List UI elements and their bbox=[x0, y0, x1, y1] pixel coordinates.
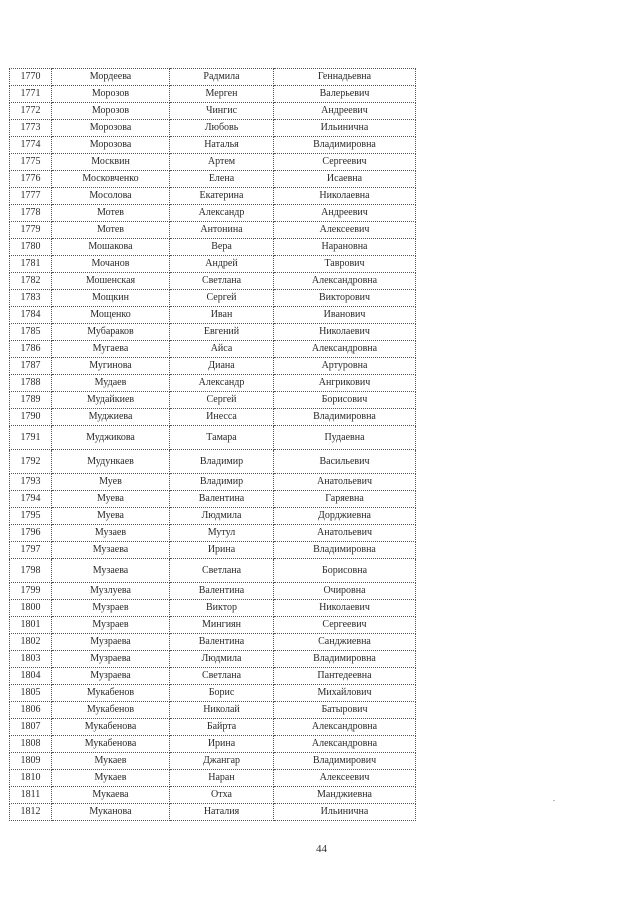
row-number-cell: 1801 bbox=[10, 617, 52, 634]
first-name-cell: Диана bbox=[170, 358, 274, 375]
table-row bbox=[10, 171, 416, 188]
patronymic-cell: Анатольевич bbox=[274, 474, 416, 491]
first-name-cell: Мутул bbox=[170, 525, 274, 542]
first-name-cell: Валентина bbox=[170, 583, 274, 600]
patronymic-cell: Санджиевна bbox=[274, 634, 416, 651]
row-number-cell: 1787 bbox=[10, 358, 52, 375]
surname-cell: Мубараков bbox=[52, 324, 170, 341]
first-name-cell: Иван bbox=[170, 307, 274, 324]
table-row bbox=[10, 426, 416, 450]
records-table-body bbox=[10, 69, 416, 821]
patronymic-cell: Пантедеевна bbox=[274, 668, 416, 685]
table-row bbox=[10, 324, 416, 341]
table-row bbox=[10, 719, 416, 736]
patronymic-cell: Николаевна bbox=[274, 188, 416, 205]
table-row bbox=[10, 205, 416, 222]
patronymic-cell: Дорджиевна bbox=[274, 508, 416, 525]
row-number-cell: 1808 bbox=[10, 736, 52, 753]
row-number-cell: 1778 bbox=[10, 205, 52, 222]
first-name-cell: Наталия bbox=[170, 804, 274, 821]
table-row bbox=[10, 222, 416, 239]
surname-cell: Мудайкиев bbox=[52, 392, 170, 409]
table-row bbox=[10, 273, 416, 290]
surname-cell: Москвин bbox=[52, 154, 170, 171]
table-row bbox=[10, 736, 416, 753]
records-table bbox=[9, 68, 416, 821]
table-row bbox=[10, 770, 416, 787]
patronymic-cell: Николаевич bbox=[274, 600, 416, 617]
row-number-cell: 1770 bbox=[10, 69, 52, 86]
row-number-cell: 1805 bbox=[10, 685, 52, 702]
patronymic-cell: Владимировна bbox=[274, 651, 416, 668]
surname-cell: Мотев bbox=[52, 205, 170, 222]
row-number-cell: 1782 bbox=[10, 273, 52, 290]
patronymic-cell: Владимировна bbox=[274, 137, 416, 154]
row-number-cell: 1803 bbox=[10, 651, 52, 668]
first-name-cell: Сергей bbox=[170, 392, 274, 409]
surname-cell: Музраев bbox=[52, 600, 170, 617]
patronymic-cell: Владимирович bbox=[274, 753, 416, 770]
row-number-cell: 1784 bbox=[10, 307, 52, 324]
table-row bbox=[10, 804, 416, 821]
surname-cell: Муканова bbox=[52, 804, 170, 821]
table-row bbox=[10, 651, 416, 668]
patronymic-cell: Сергеевич bbox=[274, 617, 416, 634]
table-row bbox=[10, 307, 416, 324]
table-row bbox=[10, 634, 416, 651]
patronymic-cell: Геннадьевна bbox=[274, 69, 416, 86]
row-number-cell: 1796 bbox=[10, 525, 52, 542]
patronymic-cell: Исаевна bbox=[274, 171, 416, 188]
surname-cell: Мугаева bbox=[52, 341, 170, 358]
patronymic-cell: Борисовна bbox=[274, 559, 416, 583]
row-number-cell: 1791 bbox=[10, 426, 52, 450]
patronymic-cell: Ильинична bbox=[274, 804, 416, 821]
surname-cell: Мукабенов bbox=[52, 685, 170, 702]
first-name-cell: Артем bbox=[170, 154, 274, 171]
surname-cell: Мосолова bbox=[52, 188, 170, 205]
first-name-cell: Александр bbox=[170, 375, 274, 392]
table-row bbox=[10, 450, 416, 474]
first-name-cell: Николай bbox=[170, 702, 274, 719]
first-name-cell: Байрта bbox=[170, 719, 274, 736]
first-name-cell: Отха bbox=[170, 787, 274, 804]
surname-cell: Мукаева bbox=[52, 787, 170, 804]
first-name-cell: Андрей bbox=[170, 256, 274, 273]
row-number-cell: 1810 bbox=[10, 770, 52, 787]
table-row bbox=[10, 491, 416, 508]
table-row bbox=[10, 559, 416, 583]
surname-cell: Музаева bbox=[52, 542, 170, 559]
row-number-cell: 1780 bbox=[10, 239, 52, 256]
table-row bbox=[10, 685, 416, 702]
patronymic-cell: Алексеевич bbox=[274, 770, 416, 787]
row-number-cell: 1774 bbox=[10, 137, 52, 154]
row-number-cell: 1802 bbox=[10, 634, 52, 651]
surname-cell: Музраева bbox=[52, 651, 170, 668]
surname-cell: Мошакова bbox=[52, 239, 170, 256]
first-name-cell: Любовь bbox=[170, 120, 274, 137]
surname-cell: Муева bbox=[52, 491, 170, 508]
first-name-cell: Антонина bbox=[170, 222, 274, 239]
row-number-cell: 1771 bbox=[10, 86, 52, 103]
patronymic-cell: Александровна bbox=[274, 273, 416, 290]
first-name-cell: Мингиян bbox=[170, 617, 274, 634]
first-name-cell: Наталья bbox=[170, 137, 274, 154]
surname-cell: Музраев bbox=[52, 617, 170, 634]
table-row bbox=[10, 474, 416, 491]
row-number-cell: 1788 bbox=[10, 375, 52, 392]
first-name-cell: Людмила bbox=[170, 651, 274, 668]
surname-cell: Морозова bbox=[52, 120, 170, 137]
patronymic-cell: Николаевич bbox=[274, 324, 416, 341]
first-name-cell: Тамара bbox=[170, 426, 274, 450]
patronymic-cell: Сергеевич bbox=[274, 154, 416, 171]
first-name-cell: Ирина bbox=[170, 736, 274, 753]
table-row bbox=[10, 154, 416, 171]
row-number-cell: 1809 bbox=[10, 753, 52, 770]
patronymic-cell: Ангрикович bbox=[274, 375, 416, 392]
patronymic-cell: Владимировна bbox=[274, 542, 416, 559]
row-number-cell: 1795 bbox=[10, 508, 52, 525]
surname-cell: Мукабенова bbox=[52, 719, 170, 736]
patronymic-cell: Викторович bbox=[274, 290, 416, 307]
table-row bbox=[10, 358, 416, 375]
surname-cell: Мудаев bbox=[52, 375, 170, 392]
page-number: 44 bbox=[316, 843, 327, 855]
surname-cell: Мукабенов bbox=[52, 702, 170, 719]
row-number-cell: 1797 bbox=[10, 542, 52, 559]
surname-cell: Муджикова bbox=[52, 426, 170, 450]
patronymic-cell: Анатольевич bbox=[274, 525, 416, 542]
patronymic-cell: Батырович bbox=[274, 702, 416, 719]
first-name-cell: Айса bbox=[170, 341, 274, 358]
surname-cell: Мугинова bbox=[52, 358, 170, 375]
row-number-cell: 1806 bbox=[10, 702, 52, 719]
table-row bbox=[10, 787, 416, 804]
table-row bbox=[10, 239, 416, 256]
row-number-cell: 1786 bbox=[10, 341, 52, 358]
row-number-cell: 1793 bbox=[10, 474, 52, 491]
first-name-cell: Мерген bbox=[170, 86, 274, 103]
patronymic-cell: Александровна bbox=[274, 341, 416, 358]
table-row bbox=[10, 86, 416, 103]
table-row bbox=[10, 103, 416, 120]
patronymic-cell: Артуровна bbox=[274, 358, 416, 375]
surname-cell: Муджиева bbox=[52, 409, 170, 426]
first-name-cell: Радмила bbox=[170, 69, 274, 86]
patronymic-cell: Таврович bbox=[274, 256, 416, 273]
patronymic-cell: Алексеевич bbox=[274, 222, 416, 239]
row-number-cell: 1798 bbox=[10, 559, 52, 583]
first-name-cell: Наран bbox=[170, 770, 274, 787]
patronymic-cell: Нарановна bbox=[274, 239, 416, 256]
table-row bbox=[10, 600, 416, 617]
table-row bbox=[10, 508, 416, 525]
row-number-cell: 1794 bbox=[10, 491, 52, 508]
row-number-cell: 1789 bbox=[10, 392, 52, 409]
table-row bbox=[10, 69, 416, 86]
first-name-cell: Светлана bbox=[170, 559, 274, 583]
first-name-cell: Екатерина bbox=[170, 188, 274, 205]
surname-cell: Мотев bbox=[52, 222, 170, 239]
first-name-cell: Валентина bbox=[170, 491, 274, 508]
first-name-cell: Вера bbox=[170, 239, 274, 256]
table-row bbox=[10, 341, 416, 358]
row-number-cell: 1811 bbox=[10, 787, 52, 804]
patronymic-cell: Ильинична bbox=[274, 120, 416, 137]
table-row bbox=[10, 583, 416, 600]
first-name-cell: Чингис bbox=[170, 103, 274, 120]
surname-cell: Мошенская bbox=[52, 273, 170, 290]
patronymic-cell: Александровна bbox=[274, 719, 416, 736]
surname-cell: Московченко bbox=[52, 171, 170, 188]
row-number-cell: 1792 bbox=[10, 450, 52, 474]
surname-cell: Морозова bbox=[52, 137, 170, 154]
first-name-cell: Людмила bbox=[170, 508, 274, 525]
surname-cell: Музаева bbox=[52, 559, 170, 583]
patronymic-cell: Иванович bbox=[274, 307, 416, 324]
first-name-cell: Владимир bbox=[170, 474, 274, 491]
first-name-cell: Елена bbox=[170, 171, 274, 188]
surname-cell: Музлуева bbox=[52, 583, 170, 600]
patronymic-cell: Андреевич bbox=[274, 103, 416, 120]
surname-cell: Мукаев bbox=[52, 770, 170, 787]
first-name-cell: Валентина bbox=[170, 634, 274, 651]
patronymic-cell: Гаряевна bbox=[274, 491, 416, 508]
row-number-cell: 1773 bbox=[10, 120, 52, 137]
table-row bbox=[10, 290, 416, 307]
first-name-cell: Борис bbox=[170, 685, 274, 702]
surname-cell: Музраева bbox=[52, 634, 170, 651]
first-name-cell: Александр bbox=[170, 205, 274, 222]
first-name-cell: Сергей bbox=[170, 290, 274, 307]
surname-cell: Муева bbox=[52, 508, 170, 525]
surname-cell: Морозов bbox=[52, 86, 170, 103]
table-row bbox=[10, 702, 416, 719]
patronymic-cell: Манджиевна bbox=[274, 787, 416, 804]
table-row bbox=[10, 120, 416, 137]
row-number-cell: 1783 bbox=[10, 290, 52, 307]
first-name-cell: Джангар bbox=[170, 753, 274, 770]
surname-cell: Мощенко bbox=[52, 307, 170, 324]
row-number-cell: 1776 bbox=[10, 171, 52, 188]
first-name-cell: Светлана bbox=[170, 668, 274, 685]
table-row bbox=[10, 137, 416, 154]
first-name-cell: Виктор bbox=[170, 600, 274, 617]
patronymic-cell: Владимировна bbox=[274, 409, 416, 426]
surname-cell: Мощкин bbox=[52, 290, 170, 307]
row-number-cell: 1790 bbox=[10, 409, 52, 426]
row-number-cell: 1799 bbox=[10, 583, 52, 600]
patronymic-cell: Валерьевич bbox=[274, 86, 416, 103]
row-number-cell: 1779 bbox=[10, 222, 52, 239]
patronymic-cell: Пудаевна bbox=[274, 426, 416, 450]
surname-cell: Музраева bbox=[52, 668, 170, 685]
surname-cell: Мукаев bbox=[52, 753, 170, 770]
surname-cell: Мочанов bbox=[52, 256, 170, 273]
patronymic-cell: Михайлович bbox=[274, 685, 416, 702]
first-name-cell: Евгений bbox=[170, 324, 274, 341]
row-number-cell: 1777 bbox=[10, 188, 52, 205]
table-row bbox=[10, 256, 416, 273]
table-row bbox=[10, 753, 416, 770]
row-number-cell: 1804 bbox=[10, 668, 52, 685]
patronymic-cell: Андреевич bbox=[274, 205, 416, 222]
patronymic-cell: Александровна bbox=[274, 736, 416, 753]
table-row bbox=[10, 409, 416, 426]
row-number-cell: 1781 bbox=[10, 256, 52, 273]
surname-cell: Морозов bbox=[52, 103, 170, 120]
table-row bbox=[10, 617, 416, 634]
first-name-cell: Инесса bbox=[170, 409, 274, 426]
row-number-cell: 1772 bbox=[10, 103, 52, 120]
row-number-cell: 1800 bbox=[10, 600, 52, 617]
surname-cell: Мордеева bbox=[52, 69, 170, 86]
first-name-cell: Ирина bbox=[170, 542, 274, 559]
patronymic-cell: Васильевич bbox=[274, 450, 416, 474]
table-row bbox=[10, 525, 416, 542]
table-row bbox=[10, 392, 416, 409]
row-number-cell: 1812 bbox=[10, 804, 52, 821]
first-name-cell: Владимир bbox=[170, 450, 274, 474]
table-row bbox=[10, 668, 416, 685]
surname-cell: Музаев bbox=[52, 525, 170, 542]
row-number-cell: 1807 bbox=[10, 719, 52, 736]
table-row bbox=[10, 542, 416, 559]
patronymic-cell: Очировна bbox=[274, 583, 416, 600]
first-name-cell: Светлана bbox=[170, 273, 274, 290]
row-number-cell: 1775 bbox=[10, 154, 52, 171]
patronymic-cell: Борисович bbox=[274, 392, 416, 409]
surname-cell: Мукабенова bbox=[52, 736, 170, 753]
surname-cell: Муев bbox=[52, 474, 170, 491]
table-row bbox=[10, 188, 416, 205]
table-row bbox=[10, 375, 416, 392]
row-number-cell: 1785 bbox=[10, 324, 52, 341]
scan-speck bbox=[553, 800, 555, 801]
surname-cell: Мудункаев bbox=[52, 450, 170, 474]
